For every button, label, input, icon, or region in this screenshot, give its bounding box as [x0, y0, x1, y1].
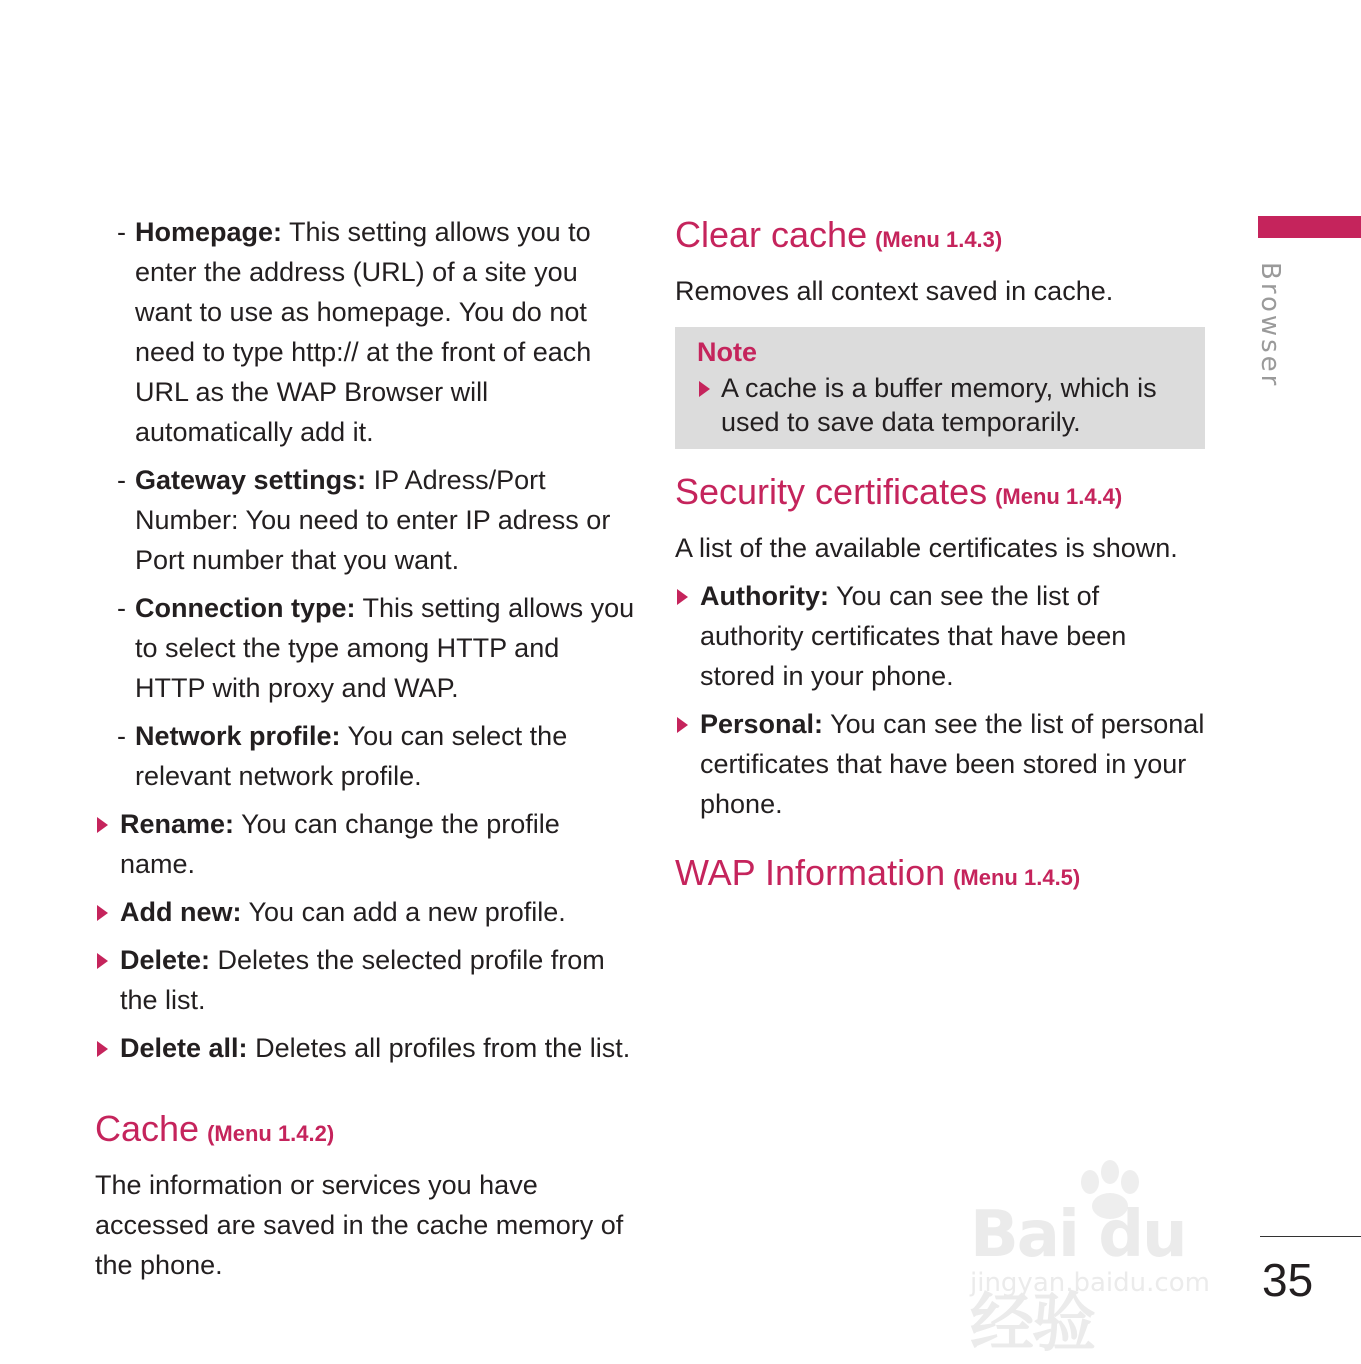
section-title: Security certificates: [675, 471, 988, 512]
subitem-label: Gateway settings:: [135, 465, 367, 495]
note-box: [675, 327, 1205, 449]
clear-cache-description: Removes all context saved in cache.: [675, 276, 1114, 306]
bullet-label: Authority:: [700, 581, 829, 611]
cache-description: The information or services you have accessed are saved in the cache memory of the phone.: [95, 1170, 624, 1280]
bullet-personal: [675, 704, 1205, 824]
bullet-add-new: [95, 892, 635, 932]
bullet-text: Deletes all profiles from the list.: [255, 1033, 631, 1063]
security-description: A list of the available certificates is shown.: [675, 533, 1178, 563]
bullet-text: You can see the list of authority certificates that have been stored in your phone.: [700, 581, 1127, 691]
side-section-label: Browser: [1255, 262, 1285, 389]
menu-reference: (Menu 1.4.3): [875, 227, 1003, 252]
section-title: WAP Information: [675, 852, 946, 893]
subitem-label: Connection type:: [135, 593, 356, 623]
bullet-rename: [95, 804, 635, 884]
subitem-connection-type: [95, 588, 635, 708]
bullet-label: Personal:: [700, 709, 824, 739]
section-title: Clear cache: [675, 214, 868, 255]
subitem-label: Network profile:: [135, 721, 341, 751]
bullet-delete-all: [95, 1028, 635, 1068]
footer-rule: [1260, 1236, 1361, 1237]
triangle-bullet-icon: [699, 381, 710, 397]
subitem-homepage: [95, 212, 635, 452]
note-title: Note: [697, 337, 757, 367]
triangle-bullet-icon: [97, 817, 108, 833]
dash-marker: -: [117, 721, 126, 751]
bullet-label: Rename:: [120, 809, 235, 839]
menu-reference: (Menu 1.4.4): [995, 484, 1123, 509]
bullet-label: Delete all:: [120, 1033, 248, 1063]
subitem-network-profile: [95, 716, 635, 796]
menu-reference: (Menu 1.4.2): [207, 1121, 335, 1146]
menu-reference: (Menu 1.4.5): [953, 865, 1081, 890]
baidu-watermark: [965, 1160, 1265, 1361]
bullet-text: You can change the profile name.: [120, 809, 560, 879]
page-number: 35: [1262, 1254, 1314, 1306]
triangle-bullet-icon: [97, 1041, 108, 1057]
section-heading-clear-cache: [675, 212, 1205, 263]
section-heading-cache: [95, 1106, 635, 1157]
subitem-label: Homepage:: [135, 217, 283, 247]
dash-marker: -: [117, 593, 126, 623]
section-tab-marker: [1258, 216, 1361, 238]
watermark-brand: Bai du 经验: [970, 1198, 1186, 1361]
subitem-text: IP Adress/Port Number: You need to enter IP adress or Port number that you want.: [135, 465, 611, 575]
section-title: Cache: [95, 1108, 200, 1149]
triangle-bullet-icon: [97, 953, 108, 969]
section-heading-wap-information: [675, 850, 1205, 901]
triangle-bullet-icon: [97, 905, 108, 921]
dash-marker: -: [117, 217, 126, 247]
note-text: A cache is a buffer memory, which is used to save data temporarily.: [721, 373, 1157, 437]
bullet-text: You can see the list of personal certificates that have been stored in your phone.: [700, 709, 1205, 819]
subitem-gateway-settings: [95, 460, 635, 580]
left-column: [95, 212, 635, 1285]
triangle-bullet-icon: [677, 589, 688, 605]
bullet-text: You can add a new profile.: [248, 897, 566, 927]
right-column: [675, 212, 1205, 901]
triangle-bullet-icon: [677, 717, 688, 733]
subitem-text: This setting allows you to select the type among HTTP and HTTP with proxy and WAP.: [135, 593, 635, 703]
bullet-delete: [95, 940, 635, 1020]
bullet-label: Delete:: [120, 945, 211, 975]
section-heading-security-certificates: [675, 469, 1205, 520]
bullet-authority: [675, 576, 1205, 696]
dash-marker: -: [117, 465, 126, 495]
subitem-text: This setting allows you to enter the address (URL) of a site you want to use as homepage. You do not need to type http:// at the front of each URL as the WAP Browser will automatically add it.: [135, 217, 592, 447]
bullet-label: Add new:: [120, 897, 242, 927]
watermark-url: jingyan.baidu.com: [970, 1268, 1210, 1298]
note-item: [697, 371, 1187, 439]
subitem-text: You can select the relevant network profile.: [135, 721, 568, 791]
bullet-text: Deletes the selected profile from the list.: [120, 945, 605, 1015]
